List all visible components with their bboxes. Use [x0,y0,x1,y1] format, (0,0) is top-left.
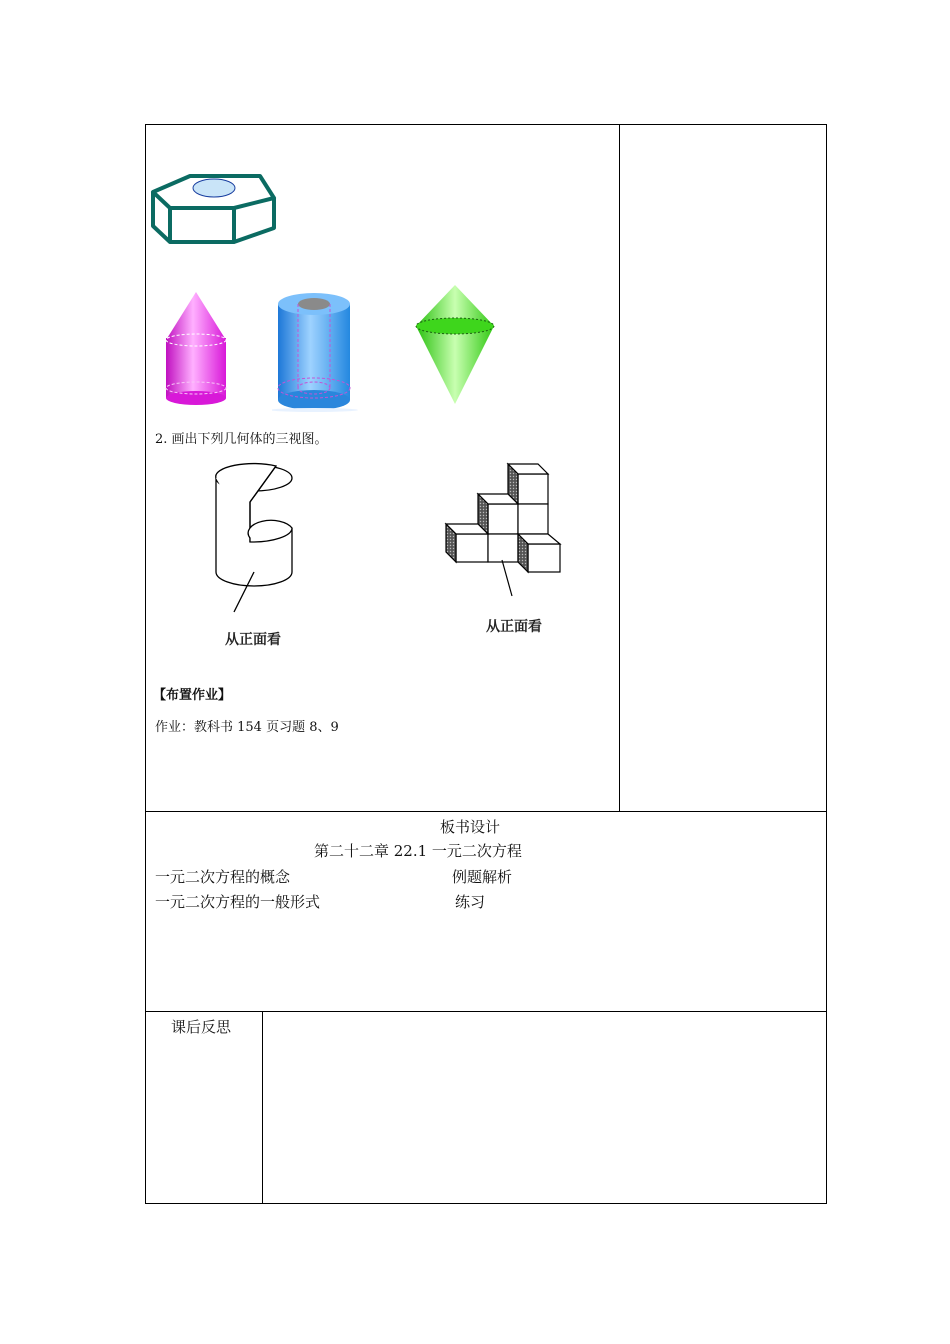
right-view-caption: 从正面看 [486,619,542,635]
table-border-bottom [145,1203,827,1204]
board-design-title: 板书设计 [440,818,501,836]
reflection-content-cell[interactable] [263,1012,826,1203]
left-view-caption: 从正面看 [225,632,281,648]
homework-heading: 【布置作业】 [153,688,232,703]
reflection-label: 课后反思 [171,1018,232,1036]
hexagonal-prism-figure [150,170,278,246]
row-divider-board [145,811,827,812]
exercise-2-title: 2. 画出下列几何体的三视图。 [155,432,328,447]
board-left-item: 一元二次方程的概念 [155,868,291,886]
board-right-item: 练习 [455,893,486,911]
homework-text: 作业：教科书 154 页习题 8、9 [155,720,339,735]
double-cone-figure [412,282,502,408]
cut-cylinder-figure [212,460,302,616]
hollow-cylinder-figure [272,288,362,414]
cone-on-cylinder-figure [160,288,232,408]
stacked-cubes-figure [440,460,568,600]
table-border-top [145,124,827,125]
board-right-item: 例题解析 [452,868,513,886]
board-chapter-heading: 第二十二章 22.1 一元二次方程 [314,842,522,860]
column-divider-top [619,124,620,812]
table-border-left [145,124,146,1204]
table-border-right [826,124,827,1204]
board-left-item: 一元二次方程的一般形式 [155,893,321,911]
